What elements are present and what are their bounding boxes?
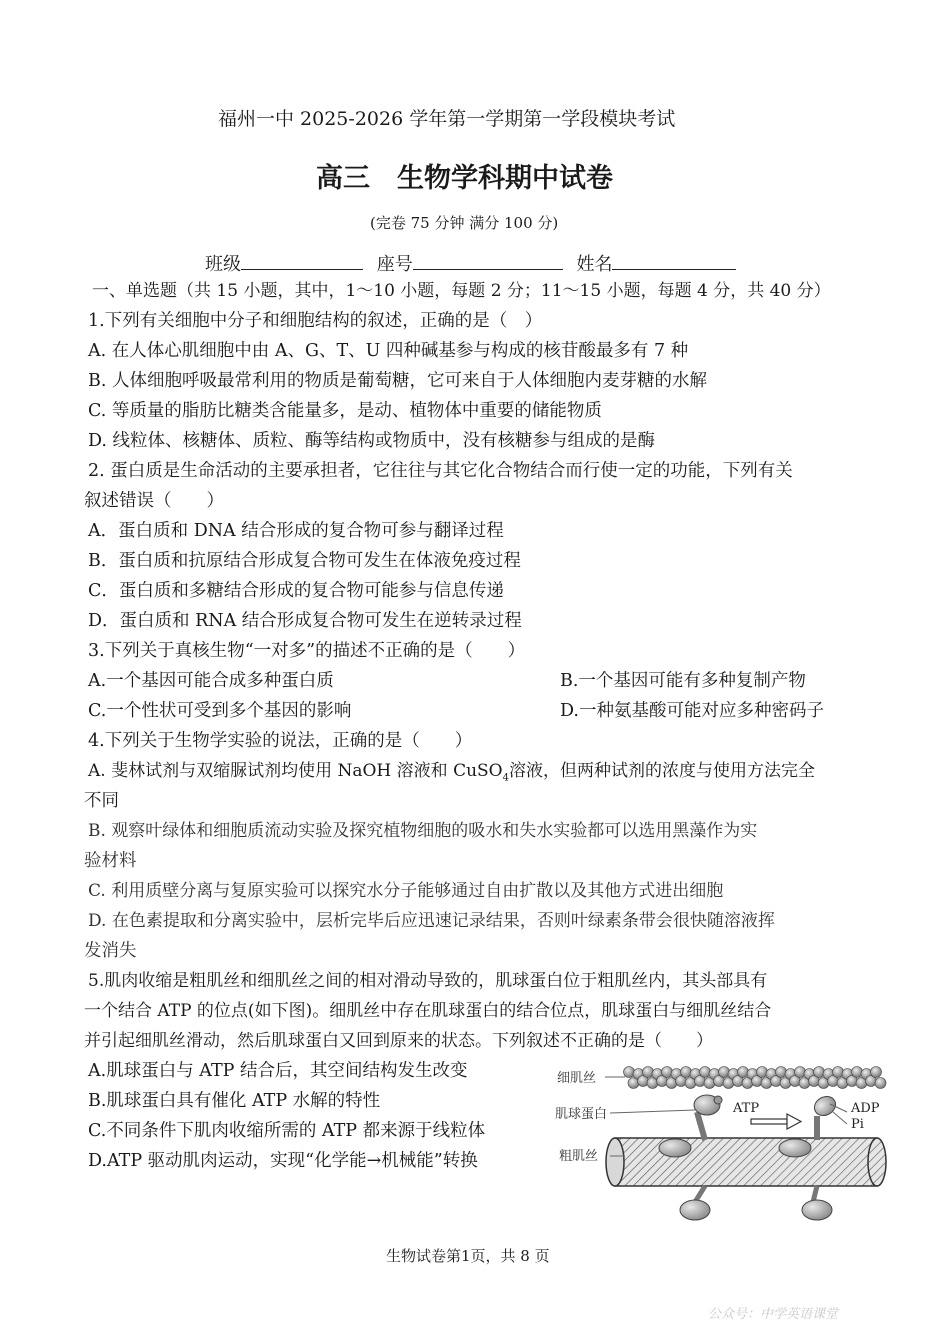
q3-option-d: D.一种氨基酸可能对应多种密码子 [560,701,824,721]
q3-option-c: C.一个性状可受到多个基因的影响 [88,701,352,721]
myosin-head [659,1139,691,1157]
q2-option-d: D．蛋白质和 RNA 结合形成复合物可发生在逆转录过程 [88,611,522,631]
section-heading: 一、单选题（共 15 小题，其中，1～10 小题，每题 2 分；11～15 小题，每题 4 分，共 40 分） [92,281,831,301]
exam-note: (完卷 75 分钟 满分 100 分) [370,214,559,232]
q4-option-d-line2: 发消失 [84,941,137,961]
sliding-arrow-icon [751,1114,801,1129]
actin-bead [719,1067,730,1078]
q4-stem: 4.下列关于生物学实验的说法，正确的是（ ） [88,731,473,751]
actin-bead [875,1078,886,1089]
q4-option-a-line2: 不同 [84,791,119,811]
actin-bead [795,1067,806,1078]
pi-label: Pi [851,1117,864,1132]
seat-blank[interactable] [413,251,563,270]
myosin-head [779,1139,811,1157]
myosin-head-right [811,1093,839,1140]
watermark: 公众号：中学英语课堂 [708,1307,839,1322]
actin-bead [681,1067,692,1078]
name-label: 姓名 [576,254,613,275]
q5-stem-line2: 一个结合 ATP 的位点(如下图)。细肌丝中存在肌球蛋白的结合位点，肌球蛋白与细肌丝结合 [84,1001,772,1021]
q5-stem-line3: 并引起细肌丝滑动，然后肌球蛋白又回到原来的状态。下列叙述不正确的是（ ） [84,1031,713,1051]
page-footer: 生物试卷第1页，共 8 页 [386,1247,550,1265]
actin-bead [662,1067,673,1078]
q1-option-a: A. 在人体心肌细胞中由 A、G、T、U 四种碱基参与构成的核苷酸最多有 7 种 [88,341,689,361]
actin-bead [624,1067,635,1078]
myosin-head-lower-left [680,1186,710,1220]
class-blank[interactable] [241,251,363,270]
q3-stem: 3.下列关于真核生物“一对多”的描述不正确的是（ ） [88,641,526,661]
q2-option-a: A．蛋白质和 DNA 结合形成的复合物可参与翻译过程 [88,521,504,541]
q3-option-a: A.一个基因可能合成多种蛋白质 [88,671,334,691]
q5-option-c: C.不同条件下肌肉收缩所需的 ATP 都来源于线粒体 [88,1121,486,1141]
q3-option-b: B.一个基因可能有多种复制产物 [560,671,806,691]
actin-bead [776,1067,787,1078]
q1-option-b: B. 人体细胞呼吸最常利用的物质是葡萄糖，它可来自于人体细胞内麦芽糖的水解 [88,371,707,391]
q5-stem-line1: 5.肌肉收缩是粗肌丝和细肌丝之间的相对滑动导致的，肌球蛋白位于粗肌丝内，其头部具有 [88,971,768,991]
q4-option-b-line1: B. 观察叶绿体和细胞质流动实验及探究植物细胞的吸水和失水实验都可以选用黑藻作为实 [88,821,758,841]
myosin-label: 肌球蛋白 [555,1107,608,1122]
actin-bead [643,1067,654,1078]
q1-option-c: C. 等质量的脂肪比糖类含能量多，是动、植物体中重要的储能物质 [88,401,602,421]
actin-bead [700,1067,711,1078]
name-blank[interactable] [612,251,736,270]
myosin-head-lower-right [802,1186,832,1220]
seat-label: 座号 [376,254,413,275]
student-info-row [205,250,736,276]
q1-stem: 1.下列有关细胞中分子和细胞结构的叙述，正确的是（ ） [88,311,543,331]
q5-option-d: D.ATP 驱动肌肉运动，实现“化学能→机械能”转换 [88,1151,478,1171]
thick-filament-label: 粗肌丝 [559,1149,599,1164]
class-label: 班级 [205,254,241,275]
q5-option-a: A.肌球蛋白与 ATP 结合后，其空间结构发生改变 [88,1061,468,1081]
q2-stem-line2: 叙述错误（ ） [84,491,224,511]
actin-bead [738,1067,749,1078]
q2-stem-line1: 2. 蛋白质是生命活动的主要承担者，它往往与其它化合物结合而行使一定的功能，下列有关 [88,461,793,481]
actin-bead [833,1067,844,1078]
actin-bead [814,1067,825,1078]
q4-option-a-line1: A. 斐林试剂与双缩脲试剂均使用 NaOH 溶液和 CuSO$_4$溶液，但两种试剂的浓度与使用方法完全 [88,761,815,784]
q4-option-b-line2: 验材料 [84,851,137,871]
thin-filament-label: 细肌丝 [557,1071,597,1086]
muscle-filament-figure [555,1060,895,1230]
q5-option-b: B.肌球蛋白具有催化 ATP 水解的特性 [88,1091,381,1111]
actin-bead [871,1067,882,1078]
school-title: 福州一中 2025-2026 学年第一学期第一学段模块考试 [218,108,676,130]
q4-option-c: C. 利用质壁分离与复原实验可以探究水分子能够通过自由扩散以及其他方式进出细胞 [88,881,724,901]
q4-option-d-line1: D. 在色素提取和分离实验中，层析完毕后应迅速记录结果，否则叶绿素条带会很快随溶液挥 [88,911,775,931]
actin-bead [757,1067,768,1078]
atp-label: ATP [733,1101,760,1116]
q2-option-b: B．蛋白质和抗原结合形成复合物可发生在体液免疫过程 [88,551,521,571]
myosin-head-left [694,1095,722,1140]
thin-filament-beads [624,1067,887,1089]
muscle-filament-diagram [555,1060,895,1230]
thick-filament [606,1138,886,1186]
q1-option-d: D. 线粒体、核糖体、质粒、酶等结构或物质中，没有核糖参与组成的是酶 [88,431,656,451]
adp-label: ADP [851,1101,880,1116]
actin-bead [852,1067,863,1078]
exam-title: 高三 生物学科期中试卷 [316,163,613,194]
q2-option-c: C．蛋白质和多糖结合形成的复合物可能参与信息传递 [88,581,504,601]
